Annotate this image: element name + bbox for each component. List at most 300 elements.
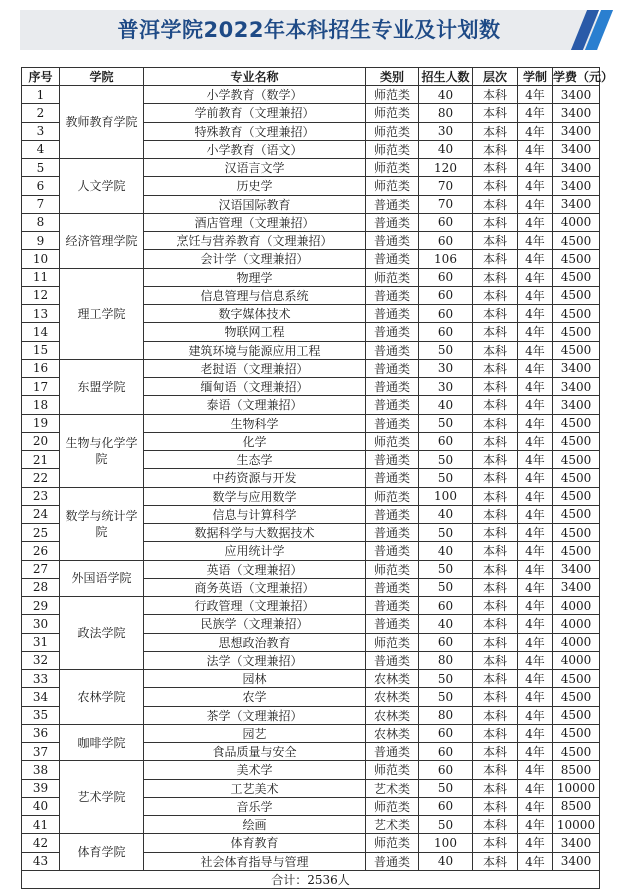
level-cell: 本科 bbox=[473, 487, 518, 505]
table-row bbox=[22, 359, 600, 377]
major-cell: 行政管理（文理兼招） bbox=[144, 597, 366, 615]
header-row bbox=[22, 68, 600, 86]
header-quota: 招生人数 bbox=[419, 68, 473, 86]
index-cell: 43 bbox=[22, 852, 60, 870]
category-cell: 师范类 bbox=[366, 140, 419, 158]
quota-cell: 60 bbox=[419, 633, 473, 651]
major-cell: 泰语（文理兼招） bbox=[144, 396, 366, 414]
quota-cell: 50 bbox=[419, 414, 473, 432]
category-cell: 普通类 bbox=[366, 505, 419, 523]
tuition-cell: 4500 bbox=[553, 524, 600, 542]
header-duration: 学制 bbox=[518, 68, 553, 86]
tuition-cell: 4000 bbox=[553, 213, 600, 231]
level-cell: 本科 bbox=[473, 159, 518, 177]
tuition-cell: 4500 bbox=[553, 505, 600, 523]
category-cell: 艺术类 bbox=[366, 779, 419, 797]
level-cell: 本科 bbox=[473, 560, 518, 578]
category-cell: 农林类 bbox=[366, 670, 419, 688]
major-cell: 汉语言文学 bbox=[144, 159, 366, 177]
major-cell: 园林 bbox=[144, 670, 366, 688]
tuition-cell: 4500 bbox=[553, 743, 600, 761]
quota-cell: 50 bbox=[419, 469, 473, 487]
major-cell: 老挝语（文理兼招） bbox=[144, 359, 366, 377]
index-cell: 13 bbox=[22, 305, 60, 323]
tuition-cell: 4000 bbox=[553, 597, 600, 615]
major-cell: 数据科学与大数据技术 bbox=[144, 524, 366, 542]
level-cell: 本科 bbox=[473, 505, 518, 523]
index-cell: 16 bbox=[22, 359, 60, 377]
major-cell: 信息管理与信息系统 bbox=[144, 286, 366, 304]
major-cell: 茶学（文理兼招） bbox=[144, 706, 366, 724]
major-cell: 商务英语（文理兼招） bbox=[144, 578, 366, 596]
enrollment-table bbox=[21, 67, 614, 889]
level-cell: 本科 bbox=[473, 743, 518, 761]
level-cell: 本科 bbox=[473, 359, 518, 377]
quota-cell: 100 bbox=[419, 487, 473, 505]
table-row bbox=[22, 487, 600, 505]
duration-cell: 4年 bbox=[518, 597, 553, 615]
quota-cell: 50 bbox=[419, 451, 473, 469]
table-row bbox=[22, 268, 600, 286]
duration-cell: 4年 bbox=[518, 305, 553, 323]
major-cell: 工艺美术 bbox=[144, 779, 366, 797]
category-cell: 普通类 bbox=[366, 195, 419, 213]
tuition-cell: 4500 bbox=[553, 250, 600, 268]
college-cell: 艺术学院 bbox=[60, 761, 144, 834]
index-cell: 22 bbox=[22, 469, 60, 487]
level-cell: 本科 bbox=[473, 86, 518, 104]
college-cell: 人文学院 bbox=[60, 159, 144, 214]
college-cell: 理工学院 bbox=[60, 268, 144, 359]
table-row bbox=[22, 560, 600, 578]
tuition-cell: 4500 bbox=[553, 670, 600, 688]
category-cell: 普通类 bbox=[366, 597, 419, 615]
level-cell: 本科 bbox=[473, 597, 518, 615]
major-cell: 中药资源与开发 bbox=[144, 469, 366, 487]
duration-cell: 4年 bbox=[518, 797, 553, 815]
duration-cell: 4年 bbox=[518, 177, 553, 195]
index-cell: 28 bbox=[22, 578, 60, 596]
index-cell: 34 bbox=[22, 688, 60, 706]
quota-cell: 60 bbox=[419, 724, 473, 742]
quota-cell: 40 bbox=[419, 505, 473, 523]
tuition-cell: 3400 bbox=[553, 140, 600, 158]
category-cell: 普通类 bbox=[366, 542, 419, 560]
duration-cell: 4年 bbox=[518, 414, 553, 432]
major-cell: 缅甸语（文理兼招） bbox=[144, 378, 366, 396]
level-cell: 本科 bbox=[473, 177, 518, 195]
major-cell: 小学教育（语文） bbox=[144, 140, 366, 158]
duration-cell: 4年 bbox=[518, 286, 553, 304]
table-row bbox=[22, 670, 600, 688]
duration-cell: 4年 bbox=[518, 615, 553, 633]
table-row bbox=[22, 724, 600, 742]
category-cell: 普通类 bbox=[366, 378, 419, 396]
level-cell: 本科 bbox=[473, 615, 518, 633]
duration-cell: 4年 bbox=[518, 743, 553, 761]
table-row bbox=[22, 761, 600, 779]
index-cell: 6 bbox=[22, 177, 60, 195]
level-cell: 本科 bbox=[473, 670, 518, 688]
level-cell: 本科 bbox=[473, 232, 518, 250]
duration-cell: 4年 bbox=[518, 724, 553, 742]
tuition-cell: 3400 bbox=[553, 104, 600, 122]
category-cell: 普通类 bbox=[366, 578, 419, 596]
level-cell: 本科 bbox=[473, 651, 518, 669]
major-cell: 数学与应用数学 bbox=[144, 487, 366, 505]
tuition-cell: 4500 bbox=[553, 305, 600, 323]
tuition-cell: 4500 bbox=[553, 724, 600, 742]
major-cell: 数字媒体技术 bbox=[144, 305, 366, 323]
college-cell: 东盟学院 bbox=[60, 359, 144, 414]
duration-cell: 4年 bbox=[518, 159, 553, 177]
index-cell: 4 bbox=[22, 140, 60, 158]
tuition-cell: 4500 bbox=[553, 232, 600, 250]
level-cell: 本科 bbox=[473, 341, 518, 359]
header-college: 学院 bbox=[60, 68, 144, 86]
category-cell: 师范类 bbox=[366, 834, 419, 852]
level-cell: 本科 bbox=[473, 706, 518, 724]
tuition-cell: 10000 bbox=[553, 816, 600, 834]
quota-cell: 50 bbox=[419, 816, 473, 834]
index-cell: 39 bbox=[22, 779, 60, 797]
level-cell: 本科 bbox=[473, 761, 518, 779]
category-cell: 师范类 bbox=[366, 432, 419, 450]
quota-cell: 40 bbox=[419, 396, 473, 414]
duration-cell: 4年 bbox=[518, 834, 553, 852]
major-cell: 应用统计学 bbox=[144, 542, 366, 560]
index-cell: 32 bbox=[22, 651, 60, 669]
major-cell: 思想政治教育 bbox=[144, 633, 366, 651]
tuition-cell: 4000 bbox=[553, 651, 600, 669]
table-row bbox=[22, 86, 600, 104]
duration-cell: 4年 bbox=[518, 432, 553, 450]
duration-cell: 4年 bbox=[518, 651, 553, 669]
duration-cell: 4年 bbox=[518, 779, 553, 797]
tuition-cell: 3400 bbox=[553, 396, 600, 414]
major-cell: 民族学（文理兼招） bbox=[144, 615, 366, 633]
category-cell: 普通类 bbox=[366, 852, 419, 870]
level-cell: 本科 bbox=[473, 688, 518, 706]
category-cell: 师范类 bbox=[366, 268, 419, 286]
duration-cell: 4年 bbox=[518, 706, 553, 724]
table-row bbox=[22, 597, 600, 615]
duration-cell: 4年 bbox=[518, 578, 553, 596]
category-cell: 师范类 bbox=[366, 633, 419, 651]
duration-cell: 4年 bbox=[518, 633, 553, 651]
level-cell: 本科 bbox=[473, 122, 518, 140]
tuition-cell: 4500 bbox=[553, 706, 600, 724]
category-cell: 师范类 bbox=[366, 761, 419, 779]
index-cell: 35 bbox=[22, 706, 60, 724]
major-cell: 生态学 bbox=[144, 451, 366, 469]
quota-cell: 80 bbox=[419, 104, 473, 122]
major-cell: 酒店管理（文理兼招） bbox=[144, 213, 366, 231]
major-cell: 体育教育 bbox=[144, 834, 366, 852]
category-cell: 艺术类 bbox=[366, 816, 419, 834]
major-cell: 绘画 bbox=[144, 816, 366, 834]
tuition-cell: 3400 bbox=[553, 159, 600, 177]
title-banner bbox=[20, 10, 598, 50]
index-cell: 41 bbox=[22, 816, 60, 834]
level-cell: 本科 bbox=[473, 451, 518, 469]
index-cell: 15 bbox=[22, 341, 60, 359]
level-cell: 本科 bbox=[473, 578, 518, 596]
tuition-cell: 4500 bbox=[553, 432, 600, 450]
duration-cell: 4年 bbox=[518, 396, 553, 414]
college-cell: 政法学院 bbox=[60, 597, 144, 670]
quota-cell: 60 bbox=[419, 305, 473, 323]
duration-cell: 4年 bbox=[518, 469, 553, 487]
index-cell: 10 bbox=[22, 250, 60, 268]
quota-cell: 40 bbox=[419, 86, 473, 104]
major-cell: 生物科学 bbox=[144, 414, 366, 432]
index-cell: 24 bbox=[22, 505, 60, 523]
tuition-cell: 3400 bbox=[553, 177, 600, 195]
major-cell: 音乐学 bbox=[144, 797, 366, 815]
level-cell: 本科 bbox=[473, 524, 518, 542]
level-cell: 本科 bbox=[473, 250, 518, 268]
table-row bbox=[22, 834, 600, 852]
major-cell: 信息与计算科学 bbox=[144, 505, 366, 523]
duration-cell: 4年 bbox=[518, 670, 553, 688]
index-cell: 19 bbox=[22, 414, 60, 432]
level-cell: 本科 bbox=[473, 104, 518, 122]
index-cell: 9 bbox=[22, 232, 60, 250]
quota-cell: 100 bbox=[419, 834, 473, 852]
major-cell: 汉语国际教育 bbox=[144, 195, 366, 213]
index-cell: 21 bbox=[22, 451, 60, 469]
level-cell: 本科 bbox=[473, 305, 518, 323]
category-cell: 普通类 bbox=[366, 286, 419, 304]
category-cell: 普通类 bbox=[366, 396, 419, 414]
duration-cell: 4年 bbox=[518, 359, 553, 377]
quota-cell: 80 bbox=[419, 651, 473, 669]
quota-cell: 50 bbox=[419, 524, 473, 542]
college-cell: 农林学院 bbox=[60, 670, 144, 725]
category-cell: 师范类 bbox=[366, 104, 419, 122]
level-cell: 本科 bbox=[473, 378, 518, 396]
total-row bbox=[22, 870, 600, 888]
tuition-cell: 8500 bbox=[553, 797, 600, 815]
category-cell: 普通类 bbox=[366, 341, 419, 359]
category-cell: 普通类 bbox=[366, 651, 419, 669]
total-cell: 合计：2536人 bbox=[22, 870, 600, 888]
quota-cell: 30 bbox=[419, 378, 473, 396]
major-cell: 小学教育（数学） bbox=[144, 86, 366, 104]
header-level: 层次 bbox=[473, 68, 518, 86]
page-title: 普洱学院2022年本科招生专业及计划数 bbox=[117, 18, 501, 42]
duration-cell: 4年 bbox=[518, 524, 553, 542]
duration-cell: 4年 bbox=[518, 195, 553, 213]
index-cell: 40 bbox=[22, 797, 60, 815]
level-cell: 本科 bbox=[473, 396, 518, 414]
level-cell: 本科 bbox=[473, 213, 518, 231]
major-cell: 物联网工程 bbox=[144, 323, 366, 341]
level-cell: 本科 bbox=[473, 414, 518, 432]
major-cell: 农学 bbox=[144, 688, 366, 706]
quota-cell: 50 bbox=[419, 670, 473, 688]
index-cell: 1 bbox=[22, 86, 60, 104]
level-cell: 本科 bbox=[473, 432, 518, 450]
level-cell: 本科 bbox=[473, 816, 518, 834]
index-cell: 23 bbox=[22, 487, 60, 505]
index-cell: 2 bbox=[22, 104, 60, 122]
college-cell: 教师教育学院 bbox=[60, 86, 144, 159]
quota-cell: 60 bbox=[419, 286, 473, 304]
quota-cell: 60 bbox=[419, 268, 473, 286]
category-cell: 农林类 bbox=[366, 688, 419, 706]
duration-cell: 4年 bbox=[518, 560, 553, 578]
index-cell: 8 bbox=[22, 213, 60, 231]
index-cell: 26 bbox=[22, 542, 60, 560]
quota-cell: 40 bbox=[419, 542, 473, 560]
tuition-cell: 4500 bbox=[553, 286, 600, 304]
category-cell: 普通类 bbox=[366, 615, 419, 633]
quota-cell: 50 bbox=[419, 560, 473, 578]
duration-cell: 4年 bbox=[518, 86, 553, 104]
duration-cell: 4年 bbox=[518, 341, 553, 359]
index-cell: 29 bbox=[22, 597, 60, 615]
tuition-cell: 3400 bbox=[553, 852, 600, 870]
header-category: 类别 bbox=[366, 68, 419, 86]
quota-cell: 70 bbox=[419, 195, 473, 213]
tuition-cell: 4500 bbox=[553, 341, 600, 359]
header-major: 专业名称 bbox=[144, 68, 366, 86]
quota-cell: 80 bbox=[419, 706, 473, 724]
quota-cell: 120 bbox=[419, 159, 473, 177]
category-cell: 师范类 bbox=[366, 159, 419, 177]
quota-cell: 50 bbox=[419, 688, 473, 706]
college-cell: 体育学院 bbox=[60, 834, 144, 871]
major-cell: 建筑环境与能源应用工程 bbox=[144, 341, 366, 359]
quota-cell: 60 bbox=[419, 232, 473, 250]
quota-cell: 50 bbox=[419, 341, 473, 359]
tuition-cell: 4500 bbox=[553, 451, 600, 469]
major-cell: 法学（文理兼招） bbox=[144, 651, 366, 669]
quota-cell: 40 bbox=[419, 140, 473, 158]
level-cell: 本科 bbox=[473, 268, 518, 286]
category-cell: 普通类 bbox=[366, 359, 419, 377]
tuition-cell: 10000 bbox=[553, 779, 600, 797]
tuition-cell: 4500 bbox=[553, 414, 600, 432]
major-cell: 社会体育指导与管理 bbox=[144, 852, 366, 870]
major-cell: 物理学 bbox=[144, 268, 366, 286]
index-cell: 3 bbox=[22, 122, 60, 140]
duration-cell: 4年 bbox=[518, 140, 553, 158]
tuition-cell: 3400 bbox=[553, 86, 600, 104]
level-cell: 本科 bbox=[473, 323, 518, 341]
duration-cell: 4年 bbox=[518, 542, 553, 560]
tuition-cell: 3400 bbox=[553, 378, 600, 396]
duration-cell: 4年 bbox=[518, 852, 553, 870]
major-cell: 英语（文理兼招） bbox=[144, 560, 366, 578]
quota-cell: 60 bbox=[419, 597, 473, 615]
major-cell: 食品质量与安全 bbox=[144, 743, 366, 761]
category-cell: 普通类 bbox=[366, 232, 419, 250]
index-cell: 11 bbox=[22, 268, 60, 286]
index-cell: 12 bbox=[22, 286, 60, 304]
level-cell: 本科 bbox=[473, 779, 518, 797]
category-cell: 普通类 bbox=[366, 305, 419, 323]
level-cell: 本科 bbox=[473, 286, 518, 304]
major-cell: 会计学（文理兼招） bbox=[144, 250, 366, 268]
level-cell: 本科 bbox=[473, 542, 518, 560]
duration-cell: 4年 bbox=[518, 451, 553, 469]
college-cell: 外国语学院 bbox=[60, 560, 144, 597]
duration-cell: 4年 bbox=[518, 688, 553, 706]
index-cell: 36 bbox=[22, 724, 60, 742]
quota-cell: 106 bbox=[419, 250, 473, 268]
college-cell: 咖啡学院 bbox=[60, 724, 144, 761]
duration-cell: 4年 bbox=[518, 761, 553, 779]
quota-cell: 50 bbox=[419, 578, 473, 596]
tuition-cell: 4500 bbox=[553, 268, 600, 286]
tuition-cell: 4000 bbox=[553, 615, 600, 633]
duration-cell: 4年 bbox=[518, 505, 553, 523]
category-cell: 师范类 bbox=[366, 487, 419, 505]
college-cell: 数学与统计学院 bbox=[60, 487, 144, 560]
major-cell: 学前教育（文理兼招） bbox=[144, 104, 366, 122]
quota-cell: 40 bbox=[419, 852, 473, 870]
level-cell: 本科 bbox=[473, 834, 518, 852]
quota-cell: 40 bbox=[419, 615, 473, 633]
level-cell: 本科 bbox=[473, 724, 518, 742]
tuition-cell: 4000 bbox=[553, 633, 600, 651]
quota-cell: 60 bbox=[419, 213, 473, 231]
tuition-cell: 4500 bbox=[553, 469, 600, 487]
category-cell: 农林类 bbox=[366, 724, 419, 742]
category-cell: 农林类 bbox=[366, 706, 419, 724]
index-cell: 38 bbox=[22, 761, 60, 779]
category-cell: 师范类 bbox=[366, 797, 419, 815]
index-cell: 20 bbox=[22, 432, 60, 450]
table-row bbox=[22, 159, 600, 177]
category-cell: 师范类 bbox=[366, 122, 419, 140]
major-cell: 化学 bbox=[144, 432, 366, 450]
index-cell: 14 bbox=[22, 323, 60, 341]
index-cell: 5 bbox=[22, 159, 60, 177]
category-cell: 普通类 bbox=[366, 743, 419, 761]
tuition-cell: 4500 bbox=[553, 688, 600, 706]
major-cell: 历史学 bbox=[144, 177, 366, 195]
major-cell: 园艺 bbox=[144, 724, 366, 742]
index-cell: 18 bbox=[22, 396, 60, 414]
category-cell: 普通类 bbox=[366, 524, 419, 542]
category-cell: 师范类 bbox=[366, 177, 419, 195]
header-index: 序号 bbox=[22, 68, 60, 86]
quota-cell: 30 bbox=[419, 359, 473, 377]
level-cell: 本科 bbox=[473, 797, 518, 815]
index-cell: 31 bbox=[22, 633, 60, 651]
quota-cell: 60 bbox=[419, 743, 473, 761]
duration-cell: 4年 bbox=[518, 378, 553, 396]
category-cell: 普通类 bbox=[366, 213, 419, 231]
quota-cell: 60 bbox=[419, 797, 473, 815]
duration-cell: 4年 bbox=[518, 122, 553, 140]
quota-cell: 70 bbox=[419, 177, 473, 195]
index-cell: 30 bbox=[22, 615, 60, 633]
index-cell: 37 bbox=[22, 743, 60, 761]
quota-cell: 50 bbox=[419, 779, 473, 797]
duration-cell: 4年 bbox=[518, 250, 553, 268]
category-cell: 师范类 bbox=[366, 86, 419, 104]
category-cell: 普通类 bbox=[366, 323, 419, 341]
tuition-cell: 8500 bbox=[553, 761, 600, 779]
tuition-cell: 3400 bbox=[553, 578, 600, 596]
index-cell: 27 bbox=[22, 560, 60, 578]
level-cell: 本科 bbox=[473, 852, 518, 870]
